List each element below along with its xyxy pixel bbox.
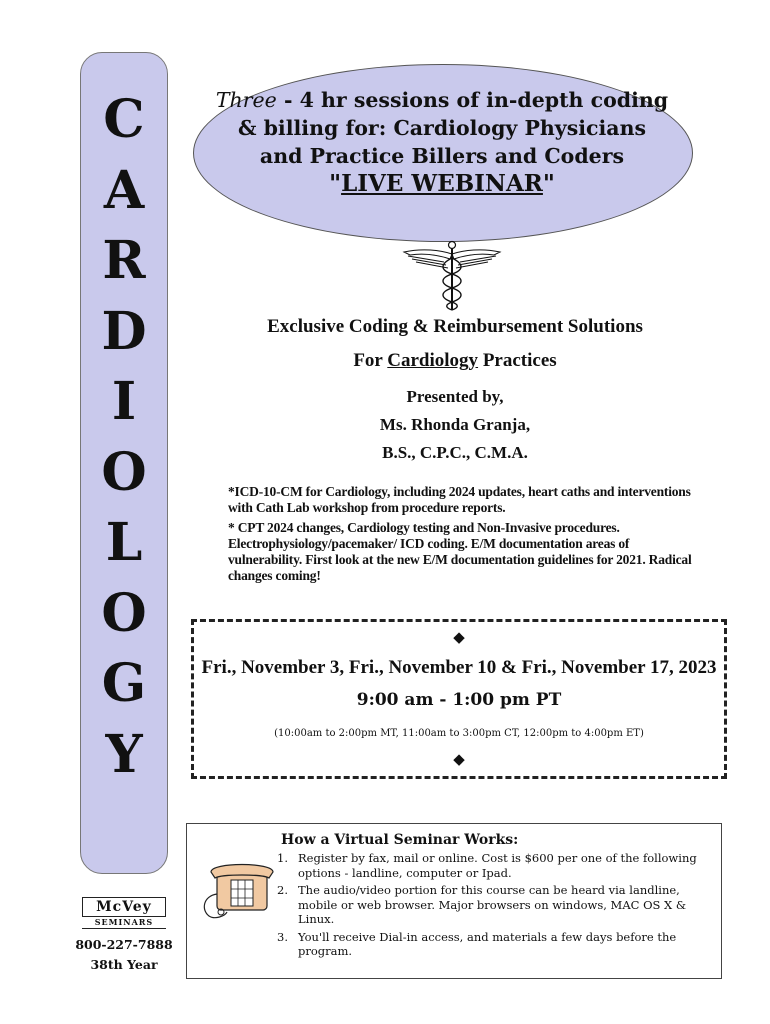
practices-heading: For Cardiology Practices	[353, 350, 557, 371]
time-zones: (10:00am to 2:00pm MT, 11:00am to 3:00pm CT, 12:00pm to 4:00pm ET)	[274, 728, 644, 739]
side-letter: Y	[105, 723, 143, 785]
phone-number: 800-227-7888	[75, 937, 173, 952]
solutions-heading: Exclusive Coding & Reimbursement Solutions	[267, 316, 643, 337]
schedule-box	[191, 619, 727, 779]
side-letter: G	[101, 653, 147, 714]
logo-sub: SEMINARS	[82, 917, 166, 929]
phone-illustration-icon	[197, 854, 275, 922]
topic-cpt: * CPT 2024 changes, Cardiology testing and Non-Invasive procedures. Electrophysiology/pacemaker/ ICD coding. E/M documentation areas of vulnerability. First look at the new E/M documentation guidelines for 2021. Radical changes coming!	[228, 520, 692, 583]
side-letter: I	[111, 371, 137, 432]
side-letter: A	[103, 159, 145, 221]
side-letter: R	[102, 230, 146, 291]
topic-icd10: *ICD-10-CM for Cardiology, including 2024 updates, heart caths and interventions with Cath Lab workshop from procedure reports.	[228, 484, 691, 515]
banner-line-2: & billing for: Cardiology Physicians	[237, 116, 647, 140]
info-steps	[277, 851, 717, 962]
vertical-title	[81, 85, 167, 790]
side-letter: D	[101, 300, 147, 362]
info-title: How a Virtual Seminar Works:	[281, 832, 519, 848]
presenter-name: Ms. Rhonda Granja,	[379, 415, 531, 434]
banner-line-3: and Practice Billers and Coders	[259, 144, 625, 168]
mcvey-logo	[82, 897, 166, 929]
list-item: 3. You'll receive Dial-in access, and materials a few days before the program.	[277, 929, 677, 958]
year-badge: 38th Year	[90, 957, 158, 972]
logo-name: McVey	[82, 897, 166, 917]
course-topics	[228, 484, 698, 588]
session-time: 9:00 am - 1:00 pm PT	[356, 690, 562, 710]
presented-by: Presented by,	[406, 387, 504, 406]
session-dates: Fri., November 3, Fri., November 10 & Fri., November 17, 2023	[201, 657, 717, 678]
cardiology-side-bar	[80, 52, 168, 874]
side-letter: C	[103, 89, 145, 150]
diamond-icon: ◆	[453, 750, 465, 768]
banner-line-1: Three - 4 hr sessions of in-depth coding	[215, 88, 669, 112]
list-item: 1. Register by fax, mail or online. Cost is $600 per one of the following options - landline, computer or Ipad.	[277, 851, 697, 880]
presenter-credentials: B.S., C.P.C., C.M.A.	[382, 443, 528, 462]
live-webinar-title: "LIVE WEBINAR"	[329, 170, 555, 197]
side-letter: L	[105, 512, 143, 573]
side-letter: O	[101, 441, 147, 503]
side-letter: O	[101, 582, 147, 644]
banner-text	[193, 86, 691, 198]
list-item: 2. The audio/video portion for this course can be heard via landline, mobile or web browser. Major browsers on windows, MAC OS X & Linux.	[277, 883, 687, 926]
virtual-seminar-box	[186, 823, 722, 979]
diamond-icon: ◆	[453, 628, 465, 646]
caduceus-icon	[400, 240, 504, 312]
